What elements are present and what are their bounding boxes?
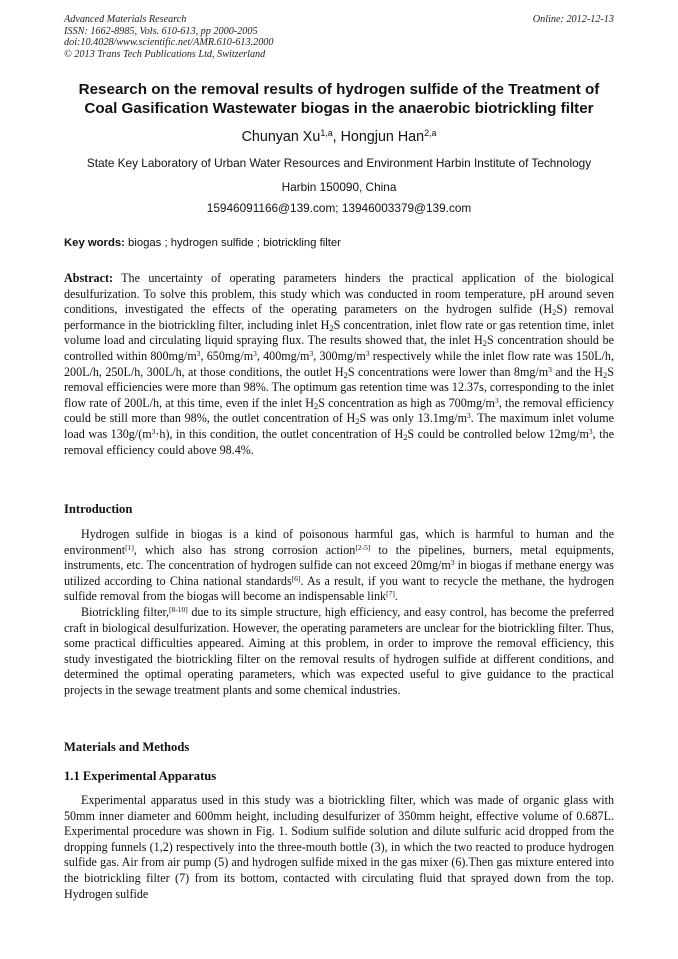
paragraph-text: Biotrickling filter, <box>81 605 170 619</box>
paragraph-text: in biogas if methane energy was utilized according to China national standards <box>64 558 614 588</box>
keywords-label: Key words: <box>64 237 125 249</box>
paragraph-text: to the pipelines, burners, metal equipments, instruments, etc. The concentration of hydrogen sulfide can not exceed 20mg/m <box>64 542 614 573</box>
paragraph-text: , which also has strong corrosion action <box>133 542 356 557</box>
methods-paragraph: Experimental apparatus used in this study was a biotrickling filter, which was made of organic glass with 50mm inner diameter and 600mm height, including desulfurizer of 350mm height, effective volume of 0.687L. Experimental procedure was shown in Fig. 1. Sodium sulfide solution and dilute sulfuric acid dropped from the dropping funnels (1,2) respectively into the three-mouth bottle (3), in which the two reacted to produce hydrogen sulfide gas. Air from air pump (5) and hydrogen sulfide mixed in the gas mixer (6).Then gas mixture entered into the biotrickling filter (7) from its bottom, contacted with circulating fluid that sprayed down from the top. Hydrogen sulfide <box>64 793 614 901</box>
author-affiliation-mark: 2,a <box>424 128 437 139</box>
paragraph-text: Hydrogen sulfide in biogas is a kind of poisonous harmful gas, which is harmful to human and the environment <box>64 527 614 557</box>
citation: [8-10] <box>169 604 188 614</box>
subscript: 2 <box>482 338 487 349</box>
superscript: 3 <box>309 348 314 358</box>
introduction-paragraph <box>64 605 614 699</box>
abstract-text: ·h), in this condition, the outlet concentration of H <box>155 426 404 441</box>
superscript: 3 <box>467 411 471 421</box>
citation: [7] <box>386 589 395 599</box>
citation: [6] <box>291 573 301 583</box>
section-heading-introduction: Introduction <box>64 502 133 516</box>
superscript: 3 <box>151 426 156 436</box>
abstract-text: The uncertainty of operating parameters hinders the practical application of the biological desulfurization. To solve this problem, this study which was conducted in room temperature, pH around seven conditions, investigated the effects of the operating parameters on the hydrogen sulfide (H <box>64 271 614 317</box>
author-name: Hongjun Han <box>340 129 425 145</box>
keywords-text: biogas ; hydrogen sulfide ; biotrickling filter <box>124 237 341 249</box>
abstract-text: S concentration should be controlled within 800mg/m <box>64 333 614 363</box>
paper-title <box>40 80 638 118</box>
abstract-text: S could be controlled below 12mg/m <box>407 426 589 441</box>
paragraph-text: due to its simple structure, high efficiency, and easy control, has become the preferred craft in biological desulfurization. However, the operating parameters are unclear for the biotrickling filter. Thus, some practical difficulties appeared. Aiming at this problem, in order to improve the removal efficiency, this study investigated the biotrickling filter on the removal results of hydrogen sulfide at different conditions, and determined the optimal operating parameters, which was expected useful to give guidance to the practical projects in the sewage treatment plants and some chemical industries. <box>64 605 614 697</box>
subscript: 2 <box>403 432 408 443</box>
paragraph-text: . As a result, if you want to recycle the methane, the hydrogen sulfide removal from the biogas will become an indispensable link <box>64 573 614 604</box>
affiliation-line: State Key Laboratory of Urban Water Resources and Environment Harbin Institute of Technology <box>86 156 592 170</box>
author-affiliation-mark: 1,a <box>320 128 333 139</box>
abstract-text: , 400mg/m <box>256 348 310 363</box>
citation: [1] <box>125 542 134 552</box>
introduction-paragraph <box>64 527 614 605</box>
abstract-text: S concentration as high as 700mg/m <box>318 395 495 410</box>
title-line: Coal Gasification Wastewater biogas in the anaerobic biotrickling filter <box>84 100 594 117</box>
superscript: 3 <box>548 364 552 374</box>
abstract-text: and the H <box>551 364 604 379</box>
journal-header <box>64 14 614 60</box>
abstract-text: respectively while the inlet flow rate was 150L/h, 200L/h, 250L/h, 300L/h, at those conditions, the outlet H <box>64 348 614 379</box>
subscript: 2 <box>603 369 608 380</box>
paragraph-text: . <box>394 589 398 604</box>
subscript: 2 <box>343 369 348 380</box>
author-separator: , <box>332 129 341 145</box>
superscript: 3 <box>450 558 455 568</box>
superscript: 3 <box>494 395 499 405</box>
journal-copyright: © 2013 Trans Tech Publications Ltd, Switzerland <box>64 48 266 60</box>
abstract-text: S concentrations were lower than 8mg/m <box>347 364 549 379</box>
abstract-text: . The maximum inlet volume load was 130g/(m <box>64 411 614 441</box>
superscript: 3 <box>588 426 593 436</box>
abstract-text: , 650mg/m <box>200 348 254 363</box>
journal-issn: ISSN: 1662-8985, Vols. 610-613, pp 2000-2005 <box>64 25 258 37</box>
abstract-text: S) removal performance in the biotrickling filter, including inlet H <box>64 302 614 332</box>
title-line: Research on the removal results of hydrogen sulfide of the Treatment of <box>78 81 600 98</box>
subscript: 2 <box>355 416 360 427</box>
abstract-text: S removal efficiencies were more than 98%. The optimum gas retention time was 12.37s, corresponding to the inlet flow rate of 200L/h, at this time, even if the inlet H <box>64 364 615 410</box>
abstract-label: Abstract: <box>64 271 114 285</box>
author-name: Chunyan Xu <box>241 129 321 145</box>
section-heading-methods: Materials and Methods <box>64 740 190 754</box>
keywords <box>64 236 614 250</box>
subscript: 2 <box>552 307 557 318</box>
affiliation-city: Harbin 150090, China <box>281 180 397 194</box>
abstract-text: , the removal efficiency could above 98.4%. <box>64 426 614 457</box>
journal-name: Advanced Materials Research <box>64 14 187 25</box>
subscript: 2 <box>329 322 334 333</box>
abstract-text: , 300mg/m <box>313 348 366 363</box>
abstract <box>64 271 614 458</box>
citation: [2-5] <box>355 542 371 552</box>
superscript: 3 <box>196 348 201 358</box>
author-emails: 15946091166@139.com; 13946003379@139.com <box>206 201 472 215</box>
subscript: 2 <box>313 400 319 411</box>
online-date: Online: 2012-12-13 <box>532 14 614 25</box>
superscript: 3 <box>365 348 370 358</box>
abstract-text: S was only 13.1mg/m <box>359 411 468 426</box>
abstract-text: , the removal efficiency could be still more than 98%, the outlet concentration of H <box>64 395 614 426</box>
journal-doi: doi:10.4028/www.scientific.net/AMR.610-613.2000 <box>64 37 274 49</box>
author-list <box>40 128 638 146</box>
abstract-text: S concentration, inlet flow rate or gas retention time, inlet volume load and circulating liquid spraying flux. The results showed that, the inlet H <box>64 317 614 348</box>
journal-info <box>64 14 614 60</box>
superscript: 3 <box>253 348 257 358</box>
subsection-heading: 1.1 Experimental Apparatus <box>64 769 217 783</box>
